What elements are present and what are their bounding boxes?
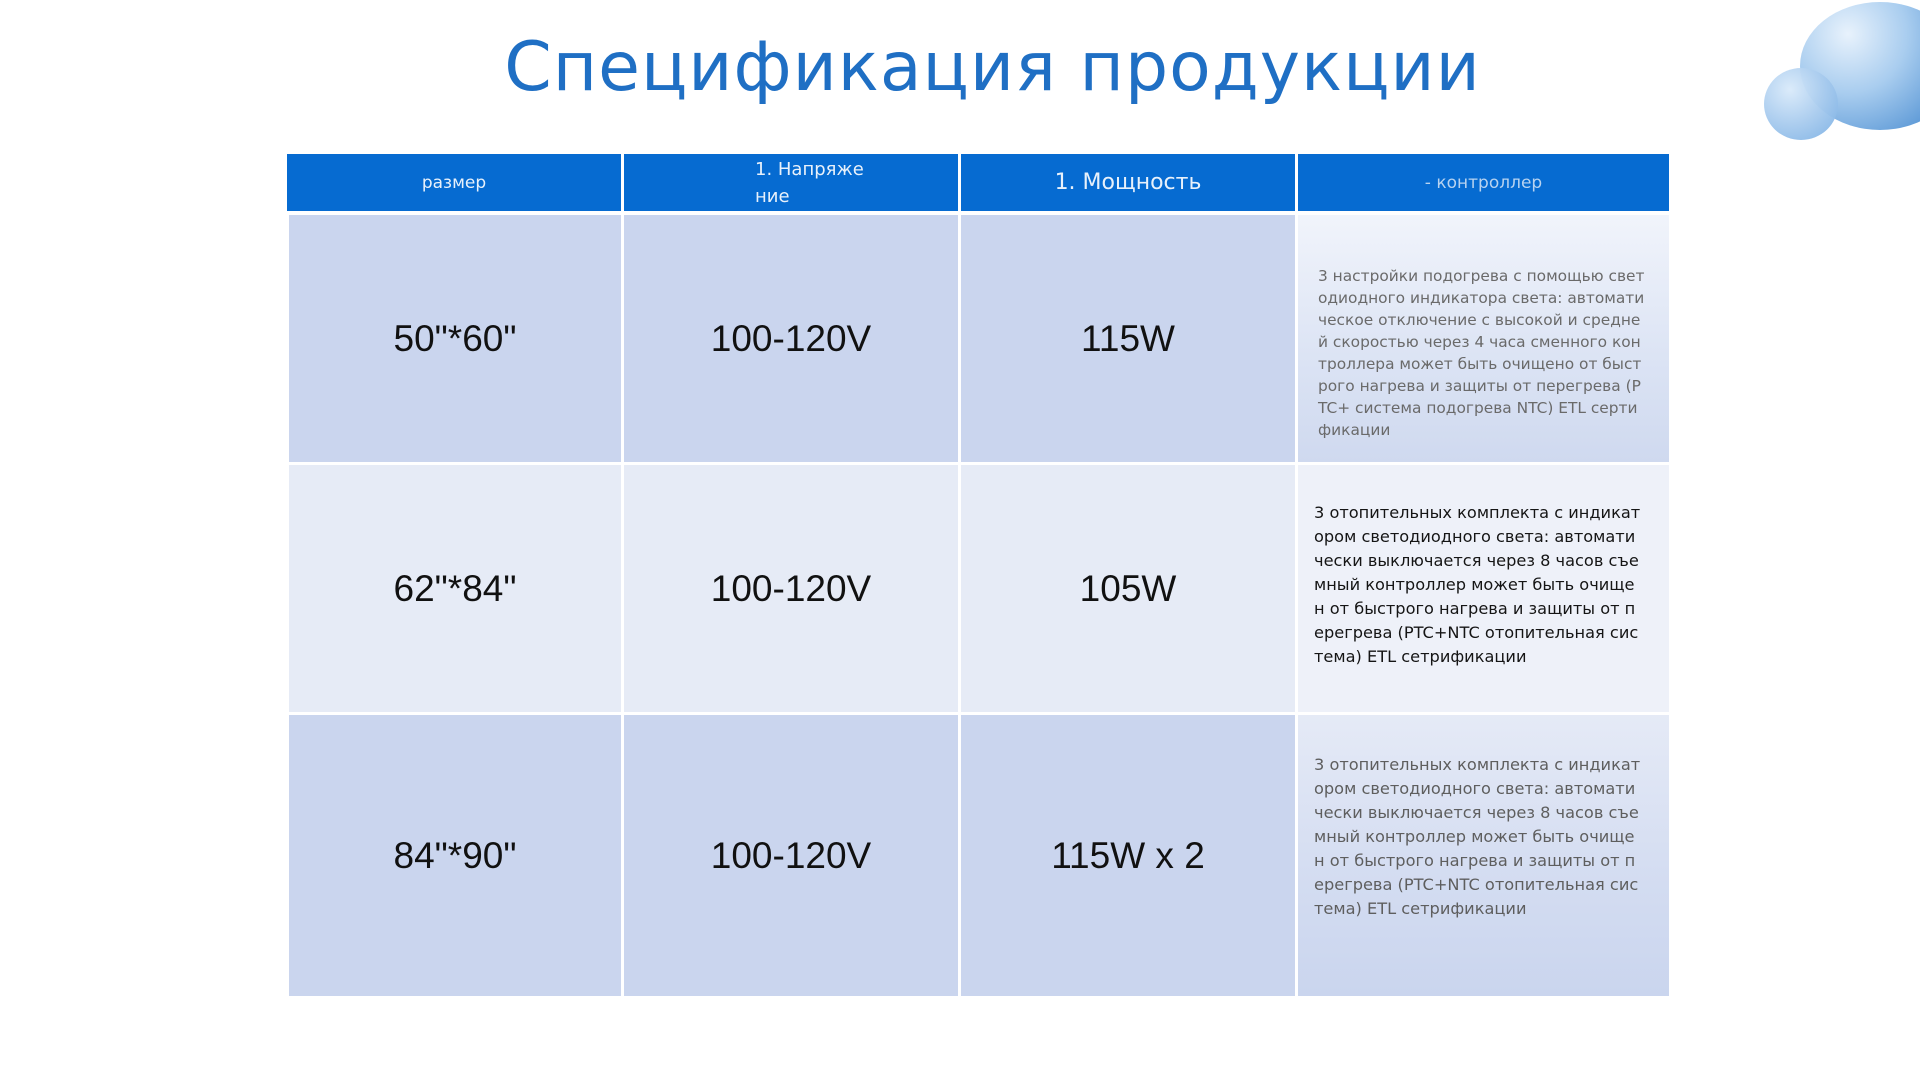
page-title: Спецификация продукции [504, 28, 1481, 107]
cell-size: 62"*84" [289, 465, 621, 712]
header-power: 1. Мощность [961, 154, 1295, 211]
header-controller: - контроллер [1298, 154, 1669, 211]
cell-power: 115W x 2 [961, 715, 1295, 996]
controller-description: 3 отопительных комплекта с индикатором светодиодного света: автоматически выключается через 8 часов съемный контроллер может быть очищен от быстрого нагрева и защиты от перегрева (PTC+NTC отопительная система) ETL сетрификации [1314, 503, 1641, 666]
header-voltage-label: 1. Напряжение [755, 158, 864, 207]
cell-power: 115W [961, 215, 1295, 462]
cell-size: 50"*60" [289, 215, 621, 462]
controller-description: 3 настройки подогрева с помощью светодиодного индикатора света: автоматическое отключение с высокой и средней скоростью через 4 часа сменного контроллера может быть очищено от быстрого нагрева и защиты от перегрева (PTC+ система подогрева NTC) ETL сертификации [1318, 267, 1645, 439]
cell-controller [1298, 465, 1669, 712]
header-size: размер [287, 154, 621, 211]
table-row [287, 465, 1669, 712]
cell-power: 105W [961, 465, 1295, 712]
small-bubble-graphic [1764, 68, 1838, 140]
table-row [287, 215, 1669, 462]
cell-controller [1298, 715, 1669, 996]
table-row [287, 715, 1669, 996]
table-header-row [287, 154, 1669, 211]
decorative-bubbles [1760, 0, 1920, 150]
spec-table [287, 154, 1669, 996]
cell-size: 84"*90" [289, 715, 621, 996]
header-voltage [624, 154, 958, 211]
controller-description: 3 отопительных комплекта с индикатором светодиодного света: автоматически выключается через 8 часов съемный контроллер может быть очищен от быстрого нагрева и защиты от перегрева (PTC+NTC отопительная система) ETL сетрификации [1314, 755, 1641, 918]
cell-voltage: 100-120V [624, 215, 958, 462]
cell-voltage: 100-120V [624, 465, 958, 712]
cell-controller [1298, 215, 1669, 462]
cell-voltage: 100-120V [624, 715, 958, 996]
